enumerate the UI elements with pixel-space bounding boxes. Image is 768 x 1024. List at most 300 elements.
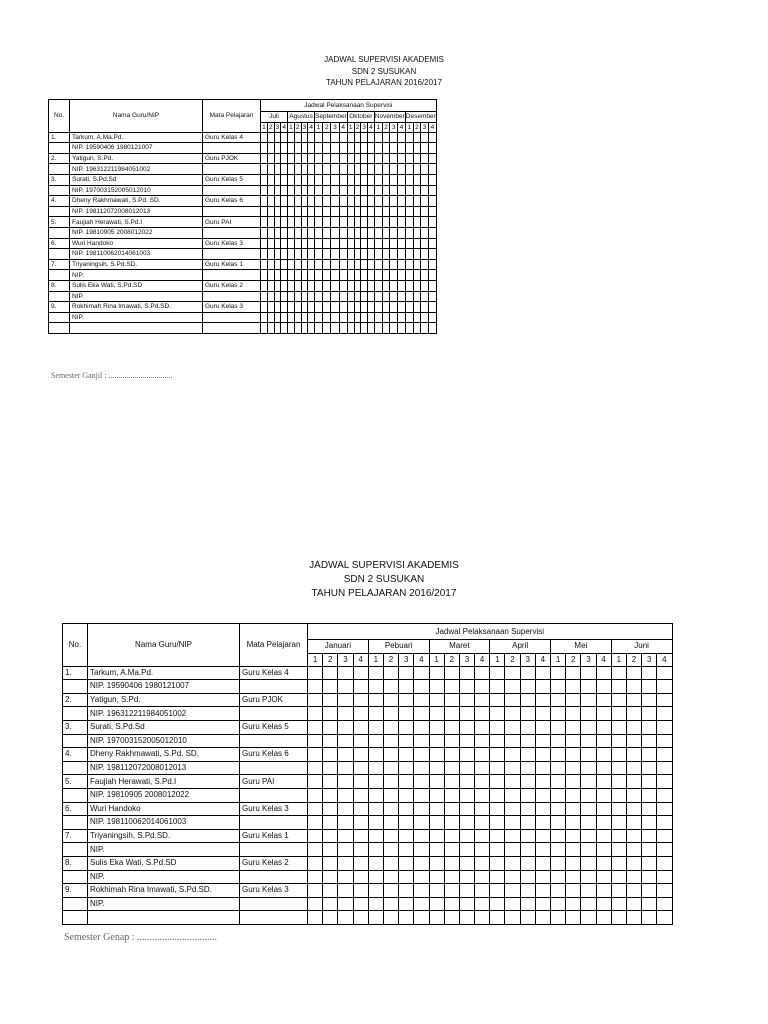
schedule-cell[interactable]: [413, 227, 421, 238]
schedule-cell[interactable]: [261, 132, 268, 143]
schedule-cell[interactable]: [520, 911, 535, 925]
schedule-cell[interactable]: [281, 217, 288, 228]
schedule-cell[interactable]: [288, 132, 295, 143]
schedule-cell[interactable]: [274, 196, 281, 207]
schedule-cell[interactable]: [551, 843, 566, 857]
schedule-cell[interactable]: [353, 775, 368, 789]
schedule-cell[interactable]: [274, 270, 281, 281]
schedule-cell[interactable]: [382, 312, 390, 323]
schedule-cell[interactable]: [535, 775, 550, 789]
schedule-cell[interactable]: [294, 259, 301, 270]
schedule-cell[interactable]: [642, 884, 657, 898]
schedule-cell[interactable]: [596, 884, 611, 898]
schedule-cell[interactable]: [535, 911, 550, 925]
schedule-cell[interactable]: [315, 280, 323, 291]
schedule-cell[interactable]: [596, 788, 611, 802]
schedule-cell[interactable]: [642, 816, 657, 830]
schedule-cell[interactable]: [267, 323, 274, 334]
schedule-cell[interactable]: [421, 227, 429, 238]
schedule-cell[interactable]: [261, 291, 268, 302]
schedule-cell[interactable]: [535, 816, 550, 830]
schedule-cell[interactable]: [315, 259, 323, 270]
schedule-cell[interactable]: [323, 666, 338, 680]
schedule-cell[interactable]: [429, 816, 444, 830]
schedule-cell[interactable]: [413, 259, 421, 270]
schedule-cell[interactable]: [642, 775, 657, 789]
schedule-cell[interactable]: [354, 323, 361, 334]
schedule-cell[interactable]: [414, 897, 429, 911]
schedule-cell[interactable]: [288, 217, 295, 228]
schedule-cell[interactable]: [428, 164, 436, 175]
schedule-cell[interactable]: [626, 707, 641, 721]
schedule-cell[interactable]: [361, 312, 368, 323]
schedule-cell[interactable]: [399, 856, 414, 870]
schedule-cell[interactable]: [347, 302, 354, 313]
schedule-cell[interactable]: [353, 897, 368, 911]
schedule-cell[interactable]: [353, 707, 368, 721]
schedule-cell[interactable]: [368, 707, 383, 721]
schedule-cell[interactable]: [361, 196, 368, 207]
schedule-cell[interactable]: [301, 270, 308, 281]
schedule-cell[interactable]: [331, 196, 339, 207]
schedule-cell[interactable]: [308, 720, 323, 734]
schedule-cell[interactable]: [390, 227, 398, 238]
schedule-cell[interactable]: [267, 217, 274, 228]
schedule-cell[interactable]: [294, 227, 301, 238]
schedule-cell[interactable]: [520, 897, 535, 911]
schedule-cell[interactable]: [315, 291, 323, 302]
schedule-cell[interactable]: [315, 153, 323, 164]
schedule-cell[interactable]: [405, 302, 413, 313]
schedule-cell[interactable]: [382, 196, 390, 207]
schedule-cell[interactable]: [323, 843, 338, 857]
schedule-cell[interactable]: [338, 720, 353, 734]
schedule-cell[interactable]: [315, 174, 323, 185]
schedule-cell[interactable]: [339, 238, 347, 249]
schedule-cell[interactable]: [390, 217, 398, 228]
schedule-cell[interactable]: [294, 206, 301, 217]
schedule-cell[interactable]: [444, 856, 459, 870]
schedule-cell[interactable]: [535, 734, 550, 748]
schedule-cell[interactable]: [626, 856, 641, 870]
schedule-cell[interactable]: [331, 302, 339, 313]
schedule-cell[interactable]: [288, 206, 295, 217]
schedule-cell[interactable]: [267, 259, 274, 270]
schedule-cell[interactable]: [267, 270, 274, 281]
schedule-cell[interactable]: [361, 291, 368, 302]
schedule-cell[interactable]: [399, 897, 414, 911]
schedule-cell[interactable]: [428, 280, 436, 291]
schedule-cell[interactable]: [308, 217, 315, 228]
schedule-cell[interactable]: [444, 788, 459, 802]
schedule-cell[interactable]: [294, 132, 301, 143]
schedule-cell[interactable]: [261, 249, 268, 260]
schedule-cell[interactable]: [294, 312, 301, 323]
schedule-cell[interactable]: [354, 312, 361, 323]
schedule-cell[interactable]: [398, 206, 406, 217]
schedule-cell[interactable]: [261, 312, 268, 323]
schedule-cell[interactable]: [657, 870, 672, 884]
schedule-cell[interactable]: [475, 816, 490, 830]
schedule-cell[interactable]: [444, 829, 459, 843]
schedule-cell[interactable]: [413, 238, 421, 249]
schedule-cell[interactable]: [444, 911, 459, 925]
schedule-cell[interactable]: [339, 227, 347, 238]
schedule-cell[interactable]: [308, 291, 315, 302]
schedule-cell[interactable]: [347, 291, 354, 302]
schedule-cell[interactable]: [399, 788, 414, 802]
schedule-cell[interactable]: [429, 829, 444, 843]
schedule-cell[interactable]: [626, 911, 641, 925]
schedule-cell[interactable]: [611, 856, 626, 870]
schedule-cell[interactable]: [374, 323, 382, 334]
schedule-cell[interactable]: [390, 323, 398, 334]
schedule-cell[interactable]: [354, 196, 361, 207]
schedule-cell[interactable]: [421, 206, 429, 217]
schedule-cell[interactable]: [414, 816, 429, 830]
schedule-cell[interactable]: [429, 748, 444, 762]
schedule-cell[interactable]: [626, 897, 641, 911]
schedule-cell[interactable]: [368, 196, 375, 207]
schedule-cell[interactable]: [459, 707, 474, 721]
schedule-cell[interactable]: [444, 775, 459, 789]
schedule-cell[interactable]: [475, 680, 490, 694]
schedule-cell[interactable]: [535, 843, 550, 857]
schedule-cell[interactable]: [390, 302, 398, 313]
schedule-cell[interactable]: [267, 206, 274, 217]
schedule-cell[interactable]: [505, 693, 520, 707]
schedule-cell[interactable]: [398, 270, 406, 281]
schedule-cell[interactable]: [382, 291, 390, 302]
schedule-cell[interactable]: [354, 132, 361, 143]
schedule-cell[interactable]: [399, 748, 414, 762]
schedule-cell[interactable]: [353, 843, 368, 857]
schedule-cell[interactable]: [626, 802, 641, 816]
schedule-cell[interactable]: [339, 196, 347, 207]
schedule-cell[interactable]: [368, 680, 383, 694]
schedule-cell[interactable]: [274, 153, 281, 164]
schedule-cell[interactable]: [596, 775, 611, 789]
schedule-cell[interactable]: [444, 748, 459, 762]
schedule-cell[interactable]: [261, 174, 268, 185]
schedule-cell[interactable]: [281, 270, 288, 281]
schedule-cell[interactable]: [261, 206, 268, 217]
schedule-cell[interactable]: [626, 829, 641, 843]
schedule-cell[interactable]: [405, 174, 413, 185]
schedule-cell[interactable]: [399, 720, 414, 734]
schedule-cell[interactable]: [596, 707, 611, 721]
schedule-cell[interactable]: [339, 323, 347, 334]
schedule-cell[interactable]: [490, 897, 505, 911]
schedule-cell[interactable]: [347, 323, 354, 334]
schedule-cell[interactable]: [267, 174, 274, 185]
schedule-cell[interactable]: [361, 280, 368, 291]
schedule-cell[interactable]: [374, 280, 382, 291]
schedule-cell[interactable]: [551, 748, 566, 762]
schedule-cell[interactable]: [361, 206, 368, 217]
schedule-cell[interactable]: [353, 829, 368, 843]
schedule-cell[interactable]: [281, 291, 288, 302]
schedule-cell[interactable]: [347, 217, 354, 228]
schedule-cell[interactable]: [338, 680, 353, 694]
schedule-cell[interactable]: [421, 185, 429, 196]
schedule-cell[interactable]: [338, 884, 353, 898]
schedule-cell[interactable]: [301, 302, 308, 313]
schedule-cell[interactable]: [354, 238, 361, 249]
schedule-cell[interactable]: [505, 911, 520, 925]
schedule-cell[interactable]: [398, 174, 406, 185]
schedule-cell[interactable]: [413, 323, 421, 334]
schedule-cell[interactable]: [331, 238, 339, 249]
schedule-cell[interactable]: [361, 153, 368, 164]
schedule-cell[interactable]: [261, 153, 268, 164]
schedule-cell[interactable]: [490, 707, 505, 721]
schedule-cell[interactable]: [301, 291, 308, 302]
schedule-cell[interactable]: [288, 270, 295, 281]
schedule-cell[interactable]: [353, 870, 368, 884]
schedule-cell[interactable]: [353, 680, 368, 694]
schedule-cell[interactable]: [490, 666, 505, 680]
schedule-cell[interactable]: [413, 196, 421, 207]
schedule-cell[interactable]: [383, 693, 398, 707]
schedule-cell[interactable]: [642, 802, 657, 816]
schedule-cell[interactable]: [374, 249, 382, 260]
schedule-cell[interactable]: [399, 693, 414, 707]
schedule-cell[interactable]: [323, 270, 331, 281]
schedule-cell[interactable]: [382, 323, 390, 334]
schedule-cell[interactable]: [429, 693, 444, 707]
schedule-cell[interactable]: [338, 897, 353, 911]
schedule-cell[interactable]: [413, 312, 421, 323]
schedule-cell[interactable]: [294, 291, 301, 302]
schedule-cell[interactable]: [566, 680, 581, 694]
schedule-cell[interactable]: [490, 693, 505, 707]
schedule-cell[interactable]: [581, 802, 596, 816]
schedule-cell[interactable]: [566, 788, 581, 802]
schedule-cell[interactable]: [551, 802, 566, 816]
schedule-cell[interactable]: [382, 164, 390, 175]
schedule-cell[interactable]: [308, 693, 323, 707]
schedule-cell[interactable]: [428, 312, 436, 323]
schedule-cell[interactable]: [475, 707, 490, 721]
schedule-cell[interactable]: [368, 206, 375, 217]
schedule-cell[interactable]: [267, 185, 274, 196]
schedule-cell[interactable]: [596, 856, 611, 870]
schedule-cell[interactable]: [390, 185, 398, 196]
schedule-cell[interactable]: [339, 280, 347, 291]
schedule-cell[interactable]: [374, 217, 382, 228]
schedule-cell[interactable]: [301, 206, 308, 217]
schedule-cell[interactable]: [642, 911, 657, 925]
schedule-cell[interactable]: [657, 666, 672, 680]
schedule-cell[interactable]: [429, 734, 444, 748]
schedule-cell[interactable]: [405, 132, 413, 143]
schedule-cell[interactable]: [323, 693, 338, 707]
schedule-cell[interactable]: [626, 843, 641, 857]
schedule-cell[interactable]: [382, 174, 390, 185]
schedule-cell[interactable]: [323, 153, 331, 164]
schedule-cell[interactable]: [301, 227, 308, 238]
schedule-cell[interactable]: [281, 323, 288, 334]
schedule-cell[interactable]: [490, 761, 505, 775]
schedule-cell[interactable]: [301, 312, 308, 323]
schedule-cell[interactable]: [398, 238, 406, 249]
schedule-cell[interactable]: [267, 143, 274, 154]
schedule-cell[interactable]: [353, 856, 368, 870]
schedule-cell[interactable]: [566, 856, 581, 870]
schedule-cell[interactable]: [626, 666, 641, 680]
schedule-cell[interactable]: [353, 720, 368, 734]
schedule-cell[interactable]: [398, 259, 406, 270]
schedule-cell[interactable]: [323, 249, 331, 260]
schedule-cell[interactable]: [390, 249, 398, 260]
schedule-cell[interactable]: [267, 312, 274, 323]
schedule-cell[interactable]: [399, 666, 414, 680]
schedule-cell[interactable]: [261, 280, 268, 291]
schedule-cell[interactable]: [331, 185, 339, 196]
schedule-cell[interactable]: [294, 238, 301, 249]
schedule-cell[interactable]: [657, 816, 672, 830]
schedule-cell[interactable]: [374, 143, 382, 154]
schedule-cell[interactable]: [338, 707, 353, 721]
schedule-cell[interactable]: [444, 897, 459, 911]
schedule-cell[interactable]: [475, 748, 490, 762]
schedule-cell[interactable]: [444, 680, 459, 694]
schedule-cell[interactable]: [405, 153, 413, 164]
schedule-cell[interactable]: [323, 280, 331, 291]
schedule-cell[interactable]: [323, 884, 338, 898]
schedule-cell[interactable]: [414, 884, 429, 898]
schedule-cell[interactable]: [354, 174, 361, 185]
schedule-cell[interactable]: [421, 143, 429, 154]
schedule-cell[interactable]: [642, 680, 657, 694]
schedule-cell[interactable]: [413, 249, 421, 260]
schedule-cell[interactable]: [368, 897, 383, 911]
schedule-cell[interactable]: [428, 291, 436, 302]
schedule-cell[interactable]: [281, 227, 288, 238]
schedule-cell[interactable]: [315, 249, 323, 260]
schedule-cell[interactable]: [596, 829, 611, 843]
schedule-cell[interactable]: [361, 132, 368, 143]
schedule-cell[interactable]: [331, 280, 339, 291]
schedule-cell[interactable]: [368, 761, 383, 775]
schedule-cell[interactable]: [308, 829, 323, 843]
schedule-cell[interactable]: [368, 270, 375, 281]
schedule-cell[interactable]: [551, 788, 566, 802]
schedule-cell[interactable]: [429, 911, 444, 925]
schedule-cell[interactable]: [520, 788, 535, 802]
schedule-cell[interactable]: [566, 748, 581, 762]
schedule-cell[interactable]: [414, 775, 429, 789]
schedule-cell[interactable]: [368, 911, 383, 925]
schedule-cell[interactable]: [374, 238, 382, 249]
schedule-cell[interactable]: [383, 884, 398, 898]
schedule-cell[interactable]: [566, 911, 581, 925]
schedule-cell[interactable]: [315, 206, 323, 217]
schedule-cell[interactable]: [323, 911, 338, 925]
schedule-cell[interactable]: [428, 153, 436, 164]
schedule-cell[interactable]: [267, 238, 274, 249]
schedule-cell[interactable]: [428, 302, 436, 313]
schedule-cell[interactable]: [566, 816, 581, 830]
schedule-cell[interactable]: [475, 843, 490, 857]
schedule-cell[interactable]: [338, 856, 353, 870]
schedule-cell[interactable]: [338, 734, 353, 748]
schedule-cell[interactable]: [261, 270, 268, 281]
schedule-cell[interactable]: [267, 132, 274, 143]
schedule-cell[interactable]: [274, 291, 281, 302]
schedule-cell[interactable]: [338, 829, 353, 843]
schedule-cell[interactable]: [398, 312, 406, 323]
schedule-cell[interactable]: [428, 206, 436, 217]
schedule-cell[interactable]: [308, 870, 323, 884]
schedule-cell[interactable]: [398, 164, 406, 175]
schedule-cell[interactable]: [361, 174, 368, 185]
schedule-cell[interactable]: [475, 761, 490, 775]
schedule-cell[interactable]: [566, 775, 581, 789]
schedule-cell[interactable]: [368, 788, 383, 802]
schedule-cell[interactable]: [413, 302, 421, 313]
schedule-cell[interactable]: [361, 302, 368, 313]
schedule-cell[interactable]: [353, 693, 368, 707]
schedule-cell[interactable]: [459, 775, 474, 789]
schedule-cell[interactable]: [428, 217, 436, 228]
schedule-cell[interactable]: [339, 164, 347, 175]
schedule-cell[interactable]: [361, 143, 368, 154]
schedule-cell[interactable]: [301, 217, 308, 228]
schedule-cell[interactable]: [294, 302, 301, 313]
schedule-cell[interactable]: [642, 734, 657, 748]
schedule-cell[interactable]: [294, 270, 301, 281]
schedule-cell[interactable]: [398, 302, 406, 313]
schedule-cell[interactable]: [413, 291, 421, 302]
schedule-cell[interactable]: [274, 143, 281, 154]
schedule-cell[interactable]: [551, 666, 566, 680]
schedule-cell[interactable]: [626, 748, 641, 762]
schedule-cell[interactable]: [596, 720, 611, 734]
schedule-cell[interactable]: [383, 843, 398, 857]
schedule-cell[interactable]: [347, 196, 354, 207]
schedule-cell[interactable]: [323, 761, 338, 775]
schedule-cell[interactable]: [398, 291, 406, 302]
schedule-cell[interactable]: [274, 185, 281, 196]
schedule-cell[interactable]: [261, 164, 268, 175]
schedule-cell[interactable]: [288, 227, 295, 238]
schedule-cell[interactable]: [347, 143, 354, 154]
schedule-cell[interactable]: [429, 788, 444, 802]
schedule-cell[interactable]: [581, 775, 596, 789]
schedule-cell[interactable]: [338, 788, 353, 802]
schedule-cell[interactable]: [535, 884, 550, 898]
schedule-cell[interactable]: [596, 680, 611, 694]
schedule-cell[interactable]: [398, 323, 406, 334]
schedule-cell[interactable]: [611, 761, 626, 775]
schedule-cell[interactable]: [383, 870, 398, 884]
schedule-cell[interactable]: [490, 816, 505, 830]
schedule-cell[interactable]: [399, 734, 414, 748]
schedule-cell[interactable]: [354, 153, 361, 164]
schedule-cell[interactable]: [581, 680, 596, 694]
schedule-cell[interactable]: [399, 802, 414, 816]
schedule-cell[interactable]: [315, 227, 323, 238]
schedule-cell[interactable]: [301, 185, 308, 196]
schedule-cell[interactable]: [490, 884, 505, 898]
schedule-cell[interactable]: [581, 707, 596, 721]
schedule-cell[interactable]: [331, 312, 339, 323]
schedule-cell[interactable]: [374, 206, 382, 217]
schedule-cell[interactable]: [323, 217, 331, 228]
schedule-cell[interactable]: [288, 238, 295, 249]
